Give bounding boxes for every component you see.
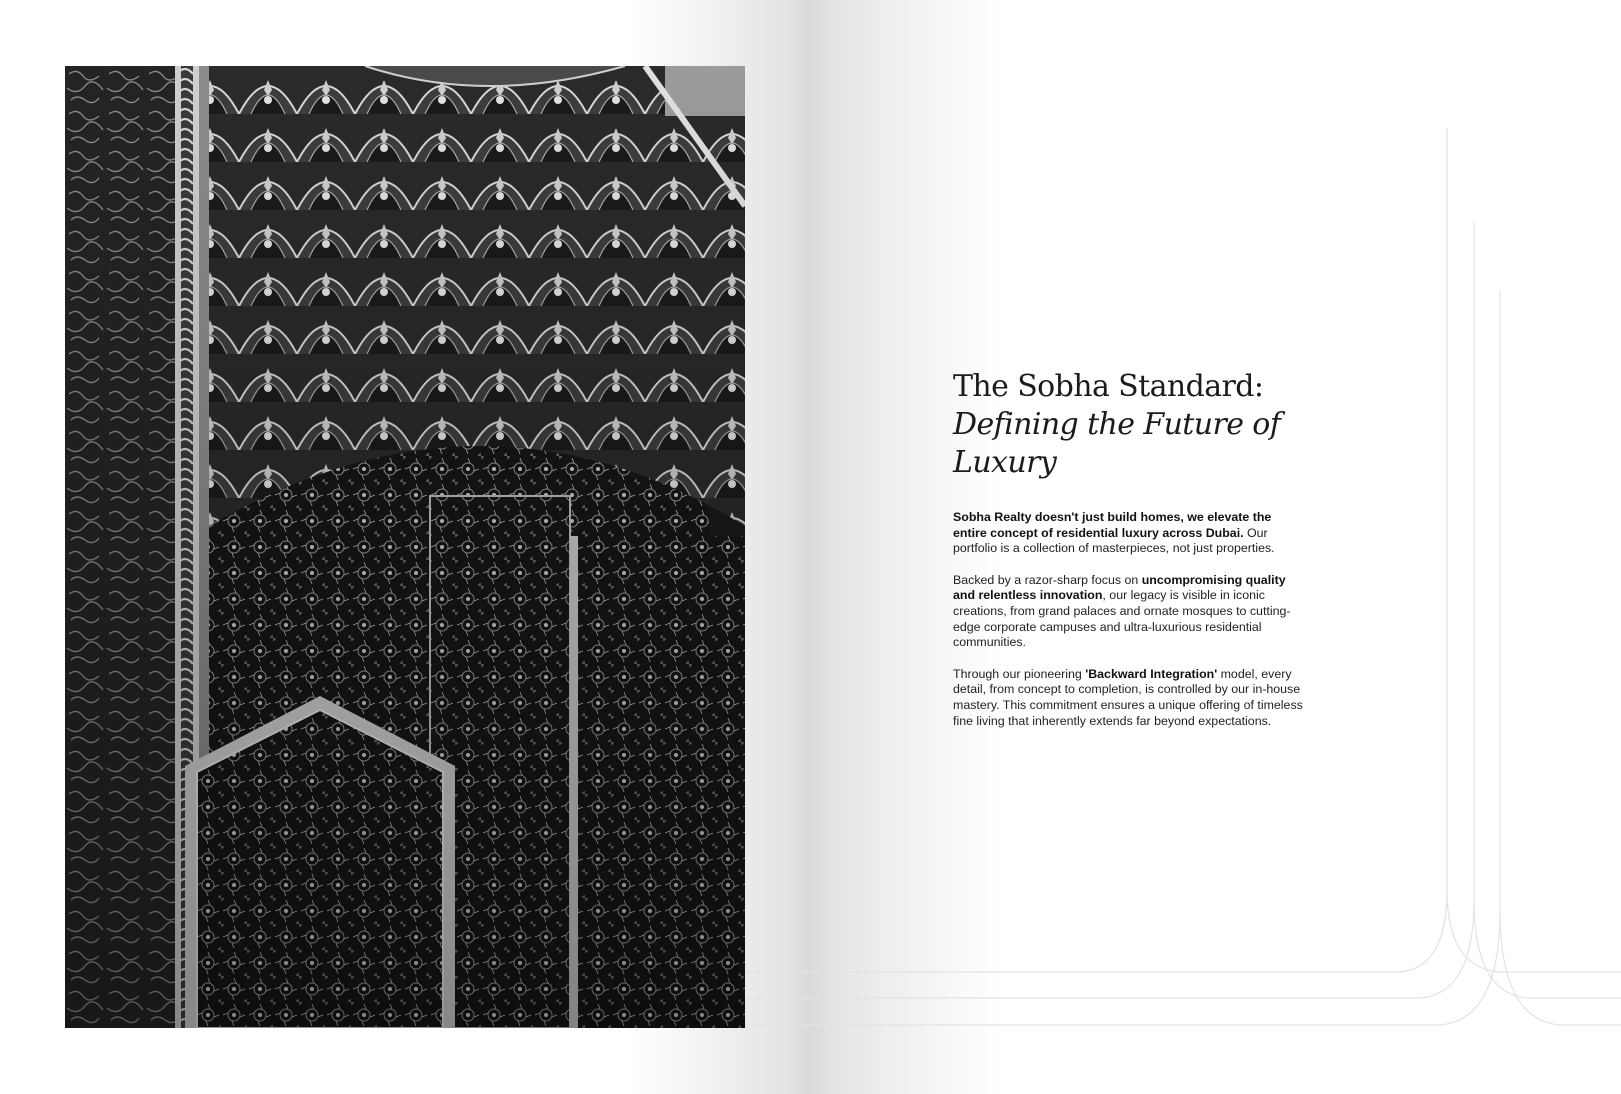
headline-line-2: Defining the Future of Luxury — [953, 407, 1281, 480]
headline — [953, 368, 1373, 482]
headline-line-1: The Sobha Standard: — [953, 369, 1264, 404]
paragraph-1-text: Our portfolio is a collection of masterpieces, not just properties. — [953, 525, 1275, 556]
paragraph-2-text-b: , our legacy is visible in iconic creations, from grand palaces and ornate mosques to cutting-edge corporate campuses and ultra-luxurious residential communities. — [953, 588, 1291, 650]
paragraph-3 — [953, 667, 1308, 729]
paragraph-1-bold: Sobha Realty doesn't just build homes, we elevate the entire concept of residential luxury across Dubai. — [953, 510, 1272, 540]
paragraph-2 — [953, 573, 1308, 651]
paragraph-3-bold: 'Backward Integration' — [1085, 666, 1218, 681]
article-text — [953, 368, 1373, 729]
paragraph-2-bold: uncompromising quality and relentless innovation — [953, 572, 1286, 603]
paragraph-3-text-b: model, every detail, from concept to completion, is controlled by our in-house mastery. This commitment ensures a unique offering of timeless fine living that inherently extends far beyond expectations. — [953, 666, 1303, 728]
paragraph-1 — [953, 510, 1308, 557]
paragraph-2-text-a: Backed by a razor-sharp focus on — [953, 572, 1142, 587]
paragraph-3-text-a: Through our pioneering — [953, 666, 1086, 681]
